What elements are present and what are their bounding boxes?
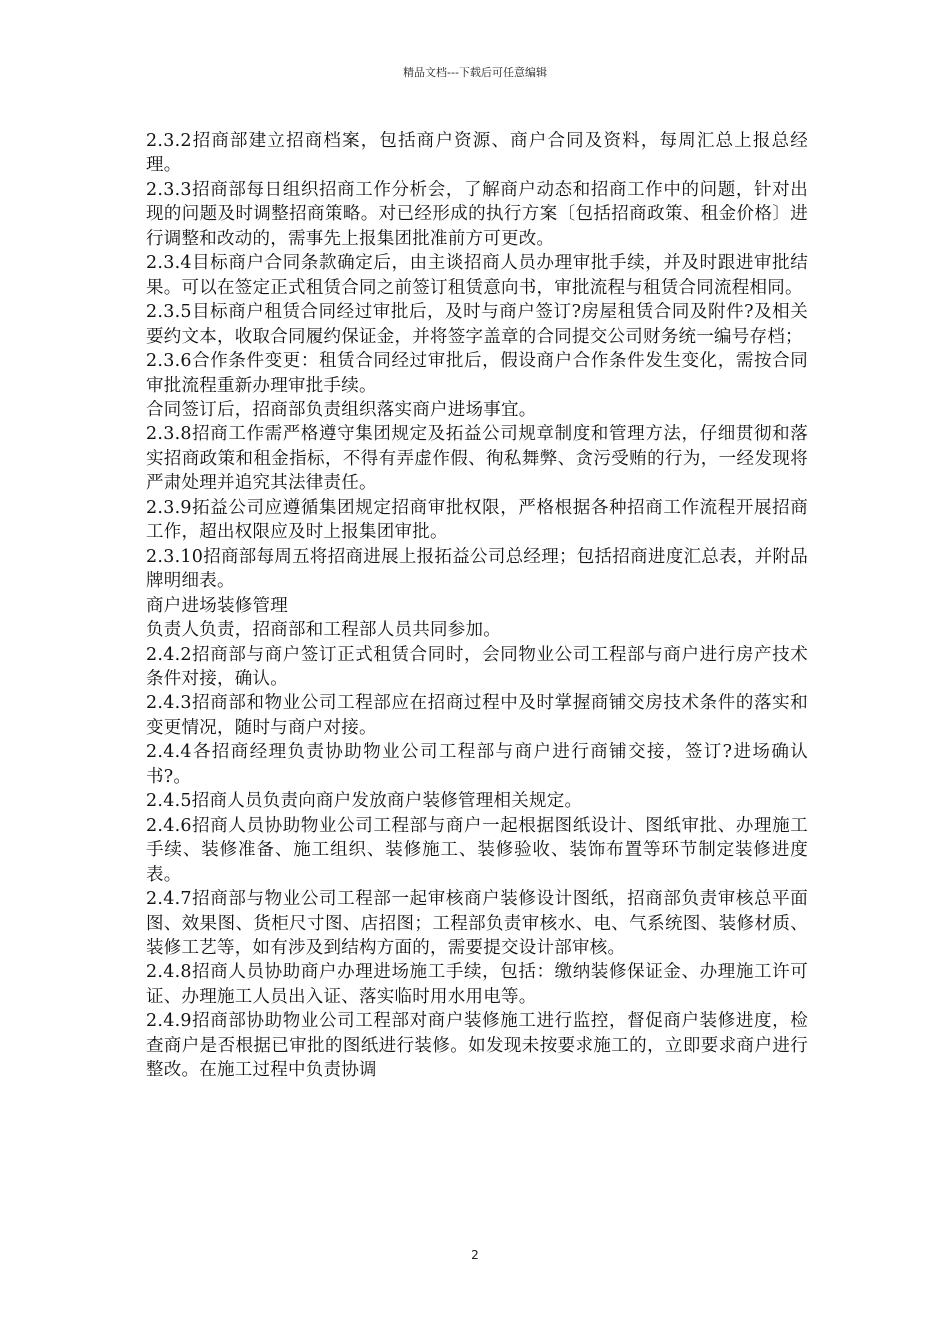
paragraph-2-3-2: 2.3.2招商部建立招商档案，包括商户资源、商户合同及资料，每周汇总上报总经理。	[146, 131, 808, 176]
paragraph-2-3-4: 2.3.4目标商户合同条款确定后，由主谈招商人员办理审批手续，并及时跟进审批结果。可以在签定正式租赁合同之前签订租赁意向书，审批流程与租赁合同流程相同。	[146, 253, 808, 298]
paragraph-2-4-7: 2.4.7招商部与物业公司工程部一起审核商户装修设计图纸，招商部负责审核总平面图、效果图、货柜尺寸图、店招图；工程部负责审核水、电、气系统图、装修材质、装修工艺等，如有涉及到结构方面的，需要提交设计部审核。	[146, 889, 808, 958]
paragraph-2-3-3: 2.3.3招商部每日组织招商工作分析会，了解商户动态和招商工作中的问题，针对出现的问题及时调整招商策略。对已经形成的执行方案〔包括招商政策、租金价格〕进行调整和改动的，需事先上报集团批准前方可更改。	[146, 179, 808, 249]
paragraph-2-4-4: 2.4.4各招商经理负责协助物业公司工程部与商户进行商铺交接，签订?进场确认书?。	[146, 742, 808, 787]
paragraph-2-3-10: 2.3.10招商部每周五将招商进展上报拓益公司总经理；包括招商进度汇总表，并附品牌明细表。	[146, 546, 808, 592]
paragraph-2-3-8: 2.3.8招商工作需严格遵守集团规定及拓益公司规章制度和管理方法，仔细贯彻和落实招商政策和租金指标，不得有弄虚作假、徇私舞弊、贪污受贿的行为，一经发现将严肃处理并追究其法律责任。	[146, 424, 808, 494]
paragraph-2-4-5: 2.4.5招商人员负责向商户发放商户装修管理相关规定。	[146, 791, 583, 812]
document-body	[146, 129, 808, 1083]
paragraph-responsible: 负责人负责，招商部和工程部人员共同参加。	[146, 620, 501, 641]
section-heading-renovation: 商户进场装修管理	[146, 595, 288, 616]
page-header: 精品文档---下载后可任意编辑	[403, 66, 547, 79]
paragraph-2-4-2: 2.4.2招商部与商户签订正式租赁合同时，会同物业公司工程部与商户进行房产技术条件对接，确认。	[146, 644, 808, 689]
paragraph-2-3-5: 2.3.5目标商户租赁合同经过审批后，及时与商户签订?房屋租赁合同及附件?及相关要约文本，收取合同履约保证金，并将签字盖章的合同提交公司财务统一编号存档；	[146, 302, 808, 347]
paragraph-2-3-6: 2.3.6合作条件变更：租赁合同经过审批后，假设商户合作条件发生变化，需按合同审批流程重新办理审批手续。	[146, 351, 808, 396]
paragraph-contract-signed: 合同签订后，招商部负责组织落实商户进场事宜。	[146, 399, 537, 420]
paragraph-2-4-6: 2.4.6招商人员协助物业公司工程部与商户一起根据图纸设计、图纸审批、办理施工手续、装修准备、施工组织、装修施工、装修验收、装饰布置等环节制定装修进度表。	[146, 815, 808, 885]
paragraph-2-4-9: 2.4.9招商部协助物业公司工程部对商户装修施工进行监控，督促商户装修进度，检查商户是否根据已审批的图纸进行装修。如发现未按要求施工的，立即要求商户进行整改。在施工过程中负责协调	[146, 1011, 808, 1081]
page-number: 2	[471, 1248, 479, 1262]
paragraph-2-4-8: 2.4.8招商人员协助商户办理进场施工手续，包括：缴纳装修保证金、办理施工许可证、办理施工人员出入证、落实临时用水用电等。	[146, 962, 808, 1007]
paragraph-2-3-9: 2.3.9拓益公司应遵循集团规定招商审批权限，严格根据各种招商工作流程开展招商工作，超出权限应及时上报集团审批。	[146, 497, 808, 543]
paragraph-2-4-3: 2.4.3招商部和物业公司工程部应在招商过程中及时掌握商铺交房技术条件的落实和变更情况，随时与商户对接。	[146, 693, 808, 738]
